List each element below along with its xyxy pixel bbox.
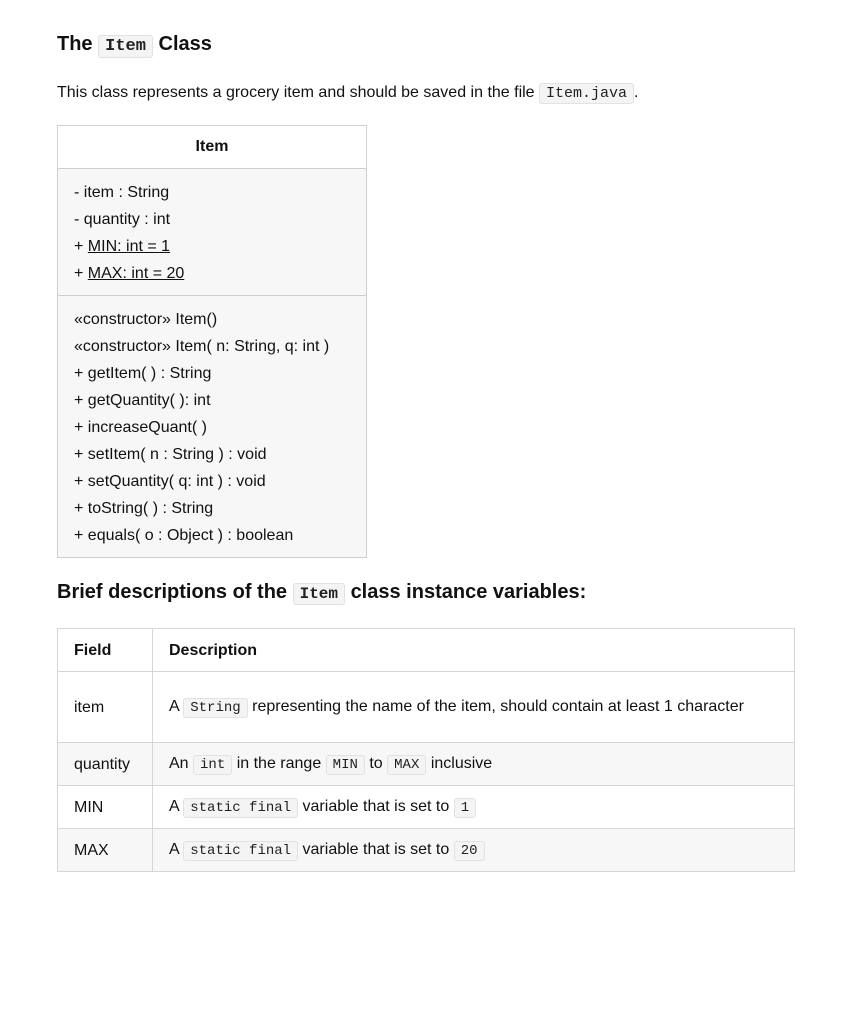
intro-paragraph: This class represents a grocery item and should be saved in the file Item.java . (57, 84, 639, 102)
section-heading: Brief descriptions of the Item class instance variables: (57, 581, 587, 603)
table-row (58, 672, 795, 743)
uml-field-static: + MIN: int = 1 (74, 238, 171, 255)
field-cell: quantity (58, 743, 153, 786)
description-cell: A static final variable that is set to 20 (153, 829, 795, 872)
description-cell: An int in the range MIN to MAX inclusive (153, 743, 795, 786)
uml-method: + increaseQuant( ) (74, 419, 207, 436)
uml-class-diagram (57, 125, 367, 558)
uml-method: «constructor» Item() (74, 311, 218, 328)
class-name-code: Item (98, 35, 153, 58)
instance-variables-table (57, 628, 795, 872)
uml-method: + getItem( ) : String (74, 365, 212, 382)
table-header-row (58, 629, 795, 672)
class-name-code: Item (293, 583, 345, 605)
column-header: Field (58, 629, 153, 672)
uml-method: + equals( o : Object ) : boolean (74, 527, 294, 544)
description-cell: A String representing the name of the item, should contain at least 1 character (153, 672, 795, 743)
table-row (58, 829, 795, 872)
field-cell: MIN (58, 786, 153, 829)
document (57, 30, 797, 859)
filename-code: Item.java (539, 83, 634, 104)
column-header: Description (153, 629, 795, 672)
uml-methods (58, 296, 366, 557)
uml-method: + setItem( n : String ) : void (74, 446, 267, 463)
uml-field: - quantity : int (74, 211, 171, 228)
field-cell: item (58, 672, 153, 743)
uml-field-static: + MAX: int = 20 (74, 265, 185, 282)
table-row (58, 786, 795, 829)
table-row (58, 743, 795, 786)
field-cell: MAX (58, 829, 153, 872)
uml-method: + getQuantity( ): int (74, 392, 211, 409)
uml-method: «constructor» Item( n: String, q: int ) (74, 338, 330, 355)
description-cell: A static final variable that is set to 1 (153, 786, 795, 829)
uml-method: + toString( ) : String (74, 500, 214, 517)
uml-fields (58, 169, 366, 296)
uml-method: + setQuantity( q: int ) : void (74, 473, 266, 490)
page-title: The Item Class (57, 33, 212, 56)
uml-field: - item : String (74, 184, 170, 201)
uml-class-name: Item (58, 126, 366, 169)
